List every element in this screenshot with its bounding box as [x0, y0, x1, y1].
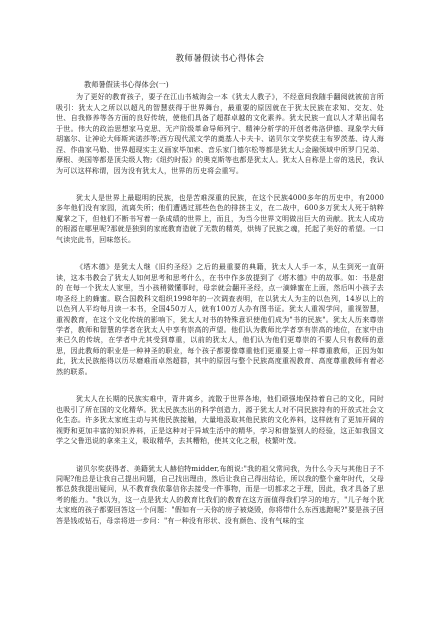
paragraph: 犹太人在长期的民族实难中，背井离乡，流散于世界各地，他们顽强地保持着自己的文化，同时也吸引了所在国的文化精华。犹太民族杰出的科学创造力，源于犹太人对不同民族持有的开放式社会文化生态。许多犹太家庭主动与其他民族接触，大量地汲取其他民族的文化养料，这样就有了更加开阔的视野和更加丰富的知识养料，正是这种对于异域生活中的精华，学习和借鉴别人的经验，这正如我国文学之父鲁迅说的拿来主义，吸取精华，去其糟粕，使其文化之根，枝繁叶茂。	[56, 394, 384, 446]
paragraph: 为了更好的教育孩子，要子在江山书城淘会一本《犹太人教子》，不经意间我随手翻阅就被前言所吸引：犹太人之所以以超凡的智慧获得于世界舞台，最重要的原因就在于犹太民族在求知、交友、处世、自我修养等各方面的良好传统，使他们具备了超群卓越的文化素养。犹太民族一直以人才辈出闻名于世。伟大的政治思想家马克思、无产阶级革命导师列宁、精神分析学的开创者弗洛伊德、现象学大师胡塞尔、让神论大师斯宾诺莎等;西方现代派文学的奠基人卡夫卡、诺贝尔文学奖获主布罗茨基、诗人海涅、作曲家马勒、世界超现实主义画家毕加索、音乐家门德尔松等都是犹太人;金融领域中所罗门兄弟、摩根、美国等都是顶尖级人物;《纽约时报》的奥克斯等也都是犹太人。犹太人自称是上帝的选民，我认为可以这样称谓，因为没有犹太人，世界的历史将会重写。	[56, 92, 384, 175]
section-subtitle: 教师暑假读书心得体会(一)	[84, 80, 169, 89]
paragraph: 《塔木德》是犹太人继《旧约圣经》之后的最重要的典籍，犹太人人手一本，从生到死一直研读，这本书教会了犹太人如何思考和思考什么，在书中作多放提到了《塔木德》中的故事。如：书是甜的 在每一个犹太人家里，当小孩稍微懂事时，母亲就会翻开圣经，点一滴蜂蜜在上面，然后叫小孩子去吻圣经上的蜂蜜。联合国教科文组织1998年的一次调查表明，在以犹太人为主的以色列，14岁以上的以色列人平均每月读一本书，全国450万人，就有100万人办有图书证。犹太人重视学问，重视智慧，重视教育，在这个文化传统的影响下，犹太人对书的特殊意识使他们成为"书的民族"。犹太人历来尊崇学者，教师和智慧的学者在犹太人中享有崇高的声望。他们认为教师比学者享有崇高的地位，在家中由来已久的传统，在学者中尤其受到尊重，以前的犹太人，他们认为他们更尊崇的不要人只有教师的意思，因此教师的职业是一种神圣的职业，每个孩子都要像尊重他们更重要上帝一样尊重教师，正因为如此，犹太民族能得以历尽磨难而卓然超群，其中的原因与整个民族高度重视教育、高度尊重教师有着必然的联系。	[56, 262, 384, 376]
document-title: 教师暑假读书心得体会	[175, 54, 265, 64]
paragraph: 犹太人是世界上最聪明的民族，也是苦难深重的民族，在这个民族4000多年的历史中，有2000多年他们没有家园，流离失所；他们遭遇过那些色色的排挤主义，在二战中，600多万犹太人死于纳粹魔掌之下，但他们不断书写着一条成绩的世界上，而且，为当今世界文明做出巨大的贡献。犹太人成功的根源在哪里呢?那就是独到的家庭教育造就了无数的精英，烘铸了民族之魂，托起了美好的希望。一口气读完此书，回味悠长。	[56, 193, 384, 244]
paragraph: 诺贝尔奖获得者、美籍犹太人赫伯特midder,布朗说:"我的祖父常问我，为什么今天与其他日子不同呢?他总是让我自己提出问题，自己找出理由，然后让我自己得出结论，所以我的整个童年时代，父母都总鼓我提出疑问，从不教育我依靠信你去接受一件事物，而是一切都求之于理，因此，我才具备了思考的能力。"我以为，这一点是犹太人的教育比我们的教育在这方面值得我们学习的地方，"儿子每个犹太家庭的孩子都要回答这一个问题："假如有一天你的房子被烧毁，你将带什么东西逃跑呢?"要是孩子回答是钱或钻石，母亲将进一步问："有一种没有形状、没有颜色、没有气味的宝	[56, 463, 384, 525]
